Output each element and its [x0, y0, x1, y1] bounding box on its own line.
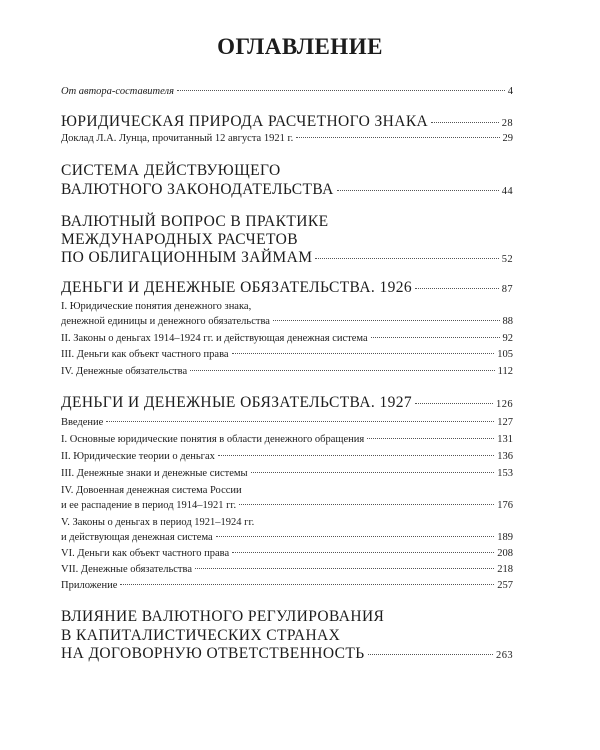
leader-dots	[315, 258, 498, 259]
toc-entry-label: и ее распадение в период 1914–1921 гг.	[61, 500, 237, 511]
toc-section-page: 87	[501, 284, 513, 295]
toc-section-page: 263	[496, 650, 513, 661]
leader-dots	[415, 403, 493, 404]
toc-entry-s5-4[interactable]	[61, 500, 513, 511]
leader-dots	[251, 472, 495, 473]
toc-entry-s5-6[interactable]	[61, 548, 513, 559]
leader-dots	[431, 122, 499, 123]
toc-section-label: ПО ОБЛИГАЦИОННЫМ ЗАЙМАМ	[61, 249, 313, 266]
toc-entry-label: VI. Деньги как объект частного права	[61, 548, 230, 559]
toc-section-page: 28	[501, 118, 513, 129]
leader-dots	[218, 455, 494, 456]
toc-entry-page: 131	[497, 434, 513, 445]
leader-dots	[337, 190, 499, 191]
toc-entry-s4-1[interactable]	[61, 316, 513, 327]
toc-entry-s4-3[interactable]	[61, 349, 513, 360]
toc-entry-page: 208	[497, 548, 513, 559]
toc-section-3-line1[interactable]: ВАЛЮТНЫЙ ВОПРОС В ПРАКТИКЕ	[61, 213, 329, 230]
page-title: ОГЛАВЛЕНИЕ	[217, 34, 383, 59]
toc-section-3-line2[interactable]: МЕЖДУНАРОДНЫХ РАСЧЕТОВ	[61, 231, 298, 248]
toc-section-2[interactable]	[61, 181, 513, 199]
toc-entry-label: II. Законы о деньгах 1914–1924 гг. и действующая денежная система	[61, 333, 368, 344]
toc-entry-s4-4[interactable]	[61, 366, 513, 377]
toc-entry-s4-1-line1[interactable]: I. Юридические понятия денежного знака,	[61, 301, 252, 312]
toc-entry-label: III. Деньги как объект частного права	[61, 349, 229, 360]
toc-entry-label: От автора-составителя	[61, 86, 174, 97]
toc-entry-s5-2[interactable]	[61, 451, 513, 462]
toc-entry-s4-2[interactable]	[61, 333, 513, 344]
leader-dots	[273, 320, 500, 321]
toc-section-page: 52	[501, 254, 513, 265]
toc-entry-author-note[interactable]	[61, 86, 513, 97]
toc-section-4[interactable]	[61, 279, 513, 297]
leader-dots	[415, 288, 499, 289]
toc-entry-page: 29	[502, 133, 513, 144]
toc-entry-page: 176	[497, 500, 513, 511]
toc-section-page: 44	[501, 186, 513, 197]
toc-entry-label: VII. Денежные обязательства	[61, 564, 192, 575]
leader-dots	[106, 421, 494, 422]
toc-entry-label: и действующая денежная система	[61, 532, 213, 543]
leader-dots	[195, 568, 494, 569]
toc-entry-page: 105	[497, 349, 513, 360]
toc-section-label: ДЕНЬГИ И ДЕНЕЖНЫЕ ОБЯЗАТЕЛЬСТВА. 1926	[61, 279, 413, 296]
toc-section-5[interactable]	[61, 394, 513, 412]
toc-section-label: ЮРИДИЧЕСКАЯ ПРИРОДА РАСЧЕТНОГО ЗНАКА	[61, 113, 429, 130]
leader-dots	[296, 137, 499, 138]
toc-entry-page: 153	[497, 468, 513, 479]
toc-entry-s5-intro[interactable]	[61, 417, 513, 428]
toc-section-label: ВАЛЮТНОГО ЗАКОНОДАТЕЛЬСТВА	[61, 181, 334, 198]
toc-entry-s5-4-line1[interactable]: IV. Довоенная денежная система России	[61, 485, 242, 496]
toc-entry-label: III. Денежные знаки и денежные системы	[61, 468, 248, 479]
toc-section-1[interactable]	[61, 113, 513, 131]
toc-entry-label: I. Основные юридические понятия в области денежного обращения	[61, 434, 365, 445]
leader-dots	[232, 552, 494, 553]
toc-entry-report[interactable]	[61, 133, 513, 144]
toc-entry-label: Доклад Л.А. Лунца, прочитанный 12 августа 1921 г.	[61, 133, 294, 144]
toc-entry-page: 92	[502, 333, 513, 344]
leader-dots	[177, 90, 505, 91]
toc-entry-s5-5[interactable]	[61, 532, 513, 543]
toc-section-6[interactable]	[61, 645, 513, 663]
leader-dots	[216, 536, 495, 537]
leader-dots	[239, 504, 494, 505]
toc-entry-page: 189	[497, 532, 513, 543]
toc-section-6-line1[interactable]: ВЛИЯНИЕ ВАЛЮТНОГО РЕГУЛИРОВАНИЯ	[61, 608, 385, 625]
toc-entry-page: 136	[497, 451, 513, 462]
toc-entry-page: 127	[497, 417, 513, 428]
toc-entry-label: IV. Денежные обязательства	[61, 366, 188, 377]
toc-section-3[interactable]	[61, 249, 513, 267]
toc-section-label: НА ДОГОВОРНУЮ ОТВЕТСТВЕННОСТЬ	[61, 645, 365, 662]
toc-entry-page: 257	[497, 580, 513, 591]
leader-dots	[232, 353, 495, 354]
toc-entry-label: Приложение	[61, 580, 118, 591]
toc-entry-page: 4	[507, 86, 513, 97]
leader-dots	[371, 337, 500, 338]
toc-section-label: ДЕНЬГИ И ДЕНЕЖНЫЕ ОБЯЗАТЕЛЬСТВА. 1927	[61, 394, 413, 411]
toc-entry-label: Введение	[61, 417, 104, 428]
toc-entry-label: II. Юридические теории о деньгах	[61, 451, 215, 462]
toc-entry-label: денежной единицы и денежного обязательства	[61, 316, 270, 327]
toc-entry-s5-appendix[interactable]	[61, 580, 513, 591]
toc-entry-s5-3[interactable]	[61, 468, 513, 479]
toc-section-page: 126	[496, 399, 513, 410]
leader-dots	[190, 370, 495, 371]
toc-section-6-line2[interactable]: В КАПИТАЛИСТИЧЕСКИХ СТРАНАХ	[61, 627, 341, 644]
toc-entry-page: 218	[497, 564, 513, 575]
toc-entry-s5-7[interactable]	[61, 564, 513, 575]
leader-dots	[120, 584, 494, 585]
leader-dots	[367, 438, 494, 439]
leader-dots	[368, 654, 493, 655]
toc-entry-page: 88	[502, 316, 513, 327]
toc-entry-s5-5-line1[interactable]: V. Законы о деньгах в период 1921–1924 гг.	[61, 517, 255, 528]
toc-entry-page: 112	[497, 366, 513, 377]
toc-section-2-line1[interactable]: СИСТЕМА ДЕЙСТВУЮЩЕГО	[61, 162, 281, 179]
toc-entry-s5-1[interactable]	[61, 434, 513, 445]
